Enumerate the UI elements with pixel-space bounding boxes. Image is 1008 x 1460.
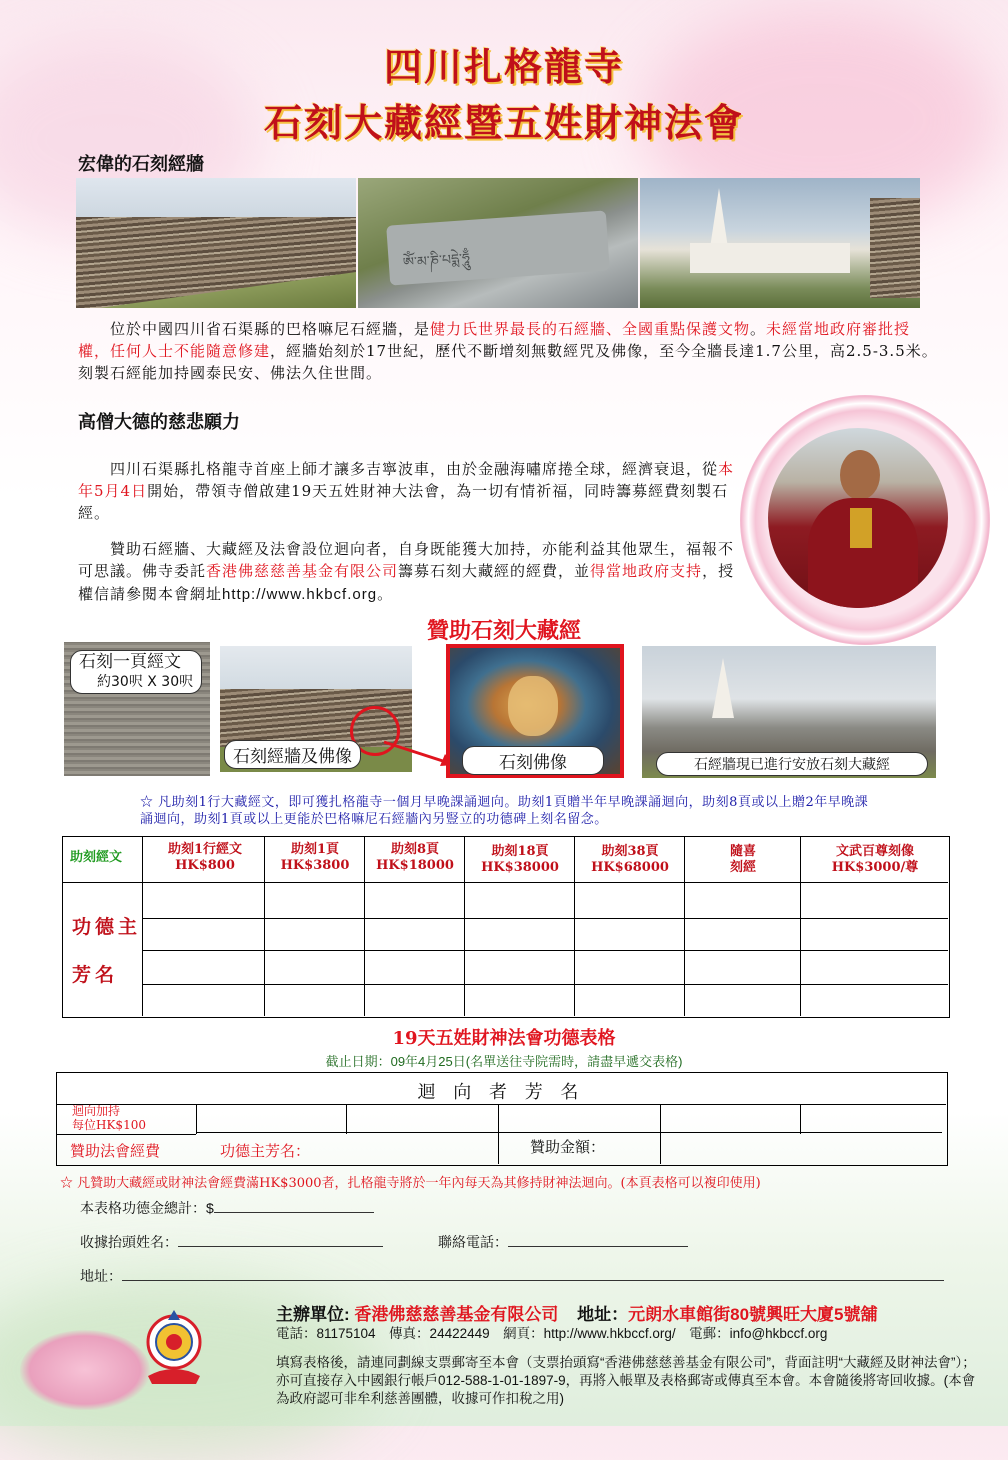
monk-photo [768,428,948,608]
phone-label: 聯絡電話： [438,1234,508,1250]
col-header-price: HK$68000 [591,860,669,875]
donor-label-2: 芳名 [72,964,119,986]
master-p2-text3: ，授權信請參閱本會網址 [78,562,735,603]
col-header-7 [802,844,948,876]
foundation-logo-icon [136,1306,212,1388]
col-header-label: 助刻8頁 [390,842,440,857]
col-header-1 [146,842,264,874]
photo-stupas [640,178,920,308]
organizer-label: 主辦單位: [276,1305,350,1324]
footer-contacts: 電話：81175104 傳真：24422449 網頁：http://www.hkbccf.org/ 電郵：info@hkbccf.org [276,1326,828,1341]
master-p2-end: 。 [377,585,394,603]
page-subtitle: 石刻大藏經暨五姓財神法會 [263,100,744,145]
col-header-5 [576,844,684,876]
wall-desc-text2: 。 [750,320,767,338]
wall-desc-text1: 位於中國四川省石渠縣的巴格嘛尼石經牆，是 [78,320,431,338]
col-header-label: 助刻1頁 [290,842,340,857]
sponsor-name-label: 功德主芳名： [220,1142,311,1160]
master-paragraph-1 [78,458,743,524]
wall-desc-red1: 健力氏世界最長的石經牆、全國重點保護文物 [430,320,751,338]
col-header-3 [366,842,464,874]
section-heading-master: 高僧大德的慈悲願力 [78,412,240,433]
col-header-4 [466,844,574,876]
section-heading-sponsor: 贊助石刻大藏經 [426,618,581,644]
address-label: 地址： [80,1268,122,1284]
col-header-6 [686,844,800,876]
form2-deadline: 截止日期：09年4月25日(名單送往寺院需時，請盡早遞交表格) [325,1054,683,1069]
col-header-price: HK$38000 [481,860,559,875]
donation-first-col: 助刻經文 [70,850,123,865]
donor-name-entry-area[interactable] [144,884,946,1014]
photo-stone-wall [76,178,356,308]
page-title: 四川扎格龍寺 [383,44,624,89]
master-paragraph-2 [78,538,743,606]
organizer-address: 元朗水車館街80號興旺大廈5號舖 [628,1305,878,1324]
label-install: 石經牆現已進行安放石刻大藏經 [656,752,928,776]
master-p2-text2: 籌募石刻大藏經的經費，並 [398,562,591,580]
col-divider [498,1134,499,1164]
phone-field[interactable] [438,1232,688,1252]
col-header-price: 刻經 [729,860,756,875]
section-heading-wall: 宏偉的石刻經牆 [78,154,204,175]
wall-desc-text3: ，經牆始刻於17世紀，歷代不斷增刻無數經咒及佛像，至今全牆長達1.7公里，高2.5-3.5米。刻製石經能加持國泰民安、佛法久住世間。 [78,342,938,382]
col-header-price: HK$18000 [376,858,454,873]
sponsor-amount-label: 贊助金額： [530,1138,606,1156]
label-stone-buddha: 石刻佛像 [462,746,604,775]
wall-desc-red2: 未經當地政府審批授權，任何人士不能隨意修建 [78,320,911,360]
organizer-name: 香港佛慈慈善基金有限公司 [354,1305,559,1324]
form2-heading: 19天五姓財神法會功德表格 [392,1028,616,1049]
form2-note: ☆ 凡贊助大藏經或財神法會經費滿HK$3000者，扎格龍寺將於一年內每天為其修持財神法迴向。(本頁表格可以複印使用) [60,1176,761,1191]
col-header-label: 助刻38頁 [601,844,659,859]
lotus-decoration [20,1330,150,1410]
receipt-name-label: 收據抬頭姓名： [80,1234,178,1250]
website-link[interactable]: http://www.hkbcf.org [222,586,378,603]
col-header-2 [266,842,364,874]
col-header-label: 隨喜 [729,844,756,859]
form2-header: 迴 向 者 芳 名 [417,1082,585,1103]
footer-instructions: 填寫表格後，請連同劃線支票郵寄至本會（支票抬頭寫“香港佛慈慈善基金有限公司”，背面註明“大藏經及財神法會”）；亦可直接存入中國銀行帳戶012-588-1-01-1897-9，再將入帳單及表格郵寄或傳真至本會。本會隨後將寄回收據。(本會為政府認可非牟利慈善團體，收據可作扣稅之用) [276,1355,976,1406]
total-field-label: 本表格功德金總計：$ [80,1200,214,1216]
col-header-label: 助刻18頁 [491,844,549,859]
col-header-label: 文武百尊刻像 [835,844,914,859]
master-p1-text1: 四川石渠縣扎格龍寺首座上師才讓多吉寧波車，由於金融海嘯席捲全球，經濟衰退，從 [78,460,719,478]
master-p2-org: 香港佛慈慈善基金有限公司 [206,563,399,580]
master-p1-date: 本年5月4日 [78,460,735,500]
master-p2-support: 得當地政府支持 [590,562,703,580]
col-header-label: 助刻1行經文 [167,842,243,857]
row-divider [56,1134,196,1135]
label-stone-page-size: 約30呎 X 30呎 [97,674,194,690]
donor-label-1: 功德主 [72,916,142,938]
master-p1-text2: 開始，帶領寺僧啟建19天五姓財神大法會，為一切有情祈福，同時籌募經費刻製石經。 [78,482,729,522]
col-divider [142,836,143,1016]
dedication-label-title: 迴向加持 [72,1104,121,1118]
wall-description [78,318,938,384]
dedication-name-fields[interactable] [198,1106,944,1132]
col-divider [196,1104,197,1134]
address-field[interactable] [80,1266,944,1286]
receipt-name-field[interactable] [80,1232,383,1252]
donation-header-line [62,882,948,883]
photo-carved-stones: ༀ་མ་ཎི་པདྨེ་ཧཱུྃ [358,178,638,308]
dedication-label [72,1104,146,1132]
label-stone-page [70,650,202,694]
dedication-label-price: 每位HK$100 [72,1118,146,1132]
label-stone-page-title: 石刻一頁經文 [79,652,181,672]
col-header-price: HK$3800 [280,858,350,873]
sponsor-note: ☆ 凡助刻1行大藏經文，即可獲扎格龍寺一個月早晚課誦迴向。助刻1頁贈半年早晚課誦迴向，助刻8頁或以上贈2年早晚課誦迴向，助刻1頁或以上更能於巴格嘛尼石經牆內另豎立的功德碑上刻名留念。 [140,795,869,827]
row-divider [56,1104,946,1105]
address-label-footer: 地址： [577,1305,629,1324]
row-divider [196,1132,942,1133]
label-wall-buddha: 石刻經牆及佛像 [224,740,361,769]
col-header-price: HK$800 [175,858,235,873]
ceremony-sponsor-label: 贊助法會經費 [70,1142,161,1160]
master-p2-text1: 贊助石經牆、大藏經及法會設位迴向者，自身既能獲大加持，亦能利益其他眾生，福報不可思議。佛寺委託 [78,540,735,580]
col-header-price: HK$3000/尊 [831,860,919,875]
total-field[interactable] [80,1198,374,1218]
